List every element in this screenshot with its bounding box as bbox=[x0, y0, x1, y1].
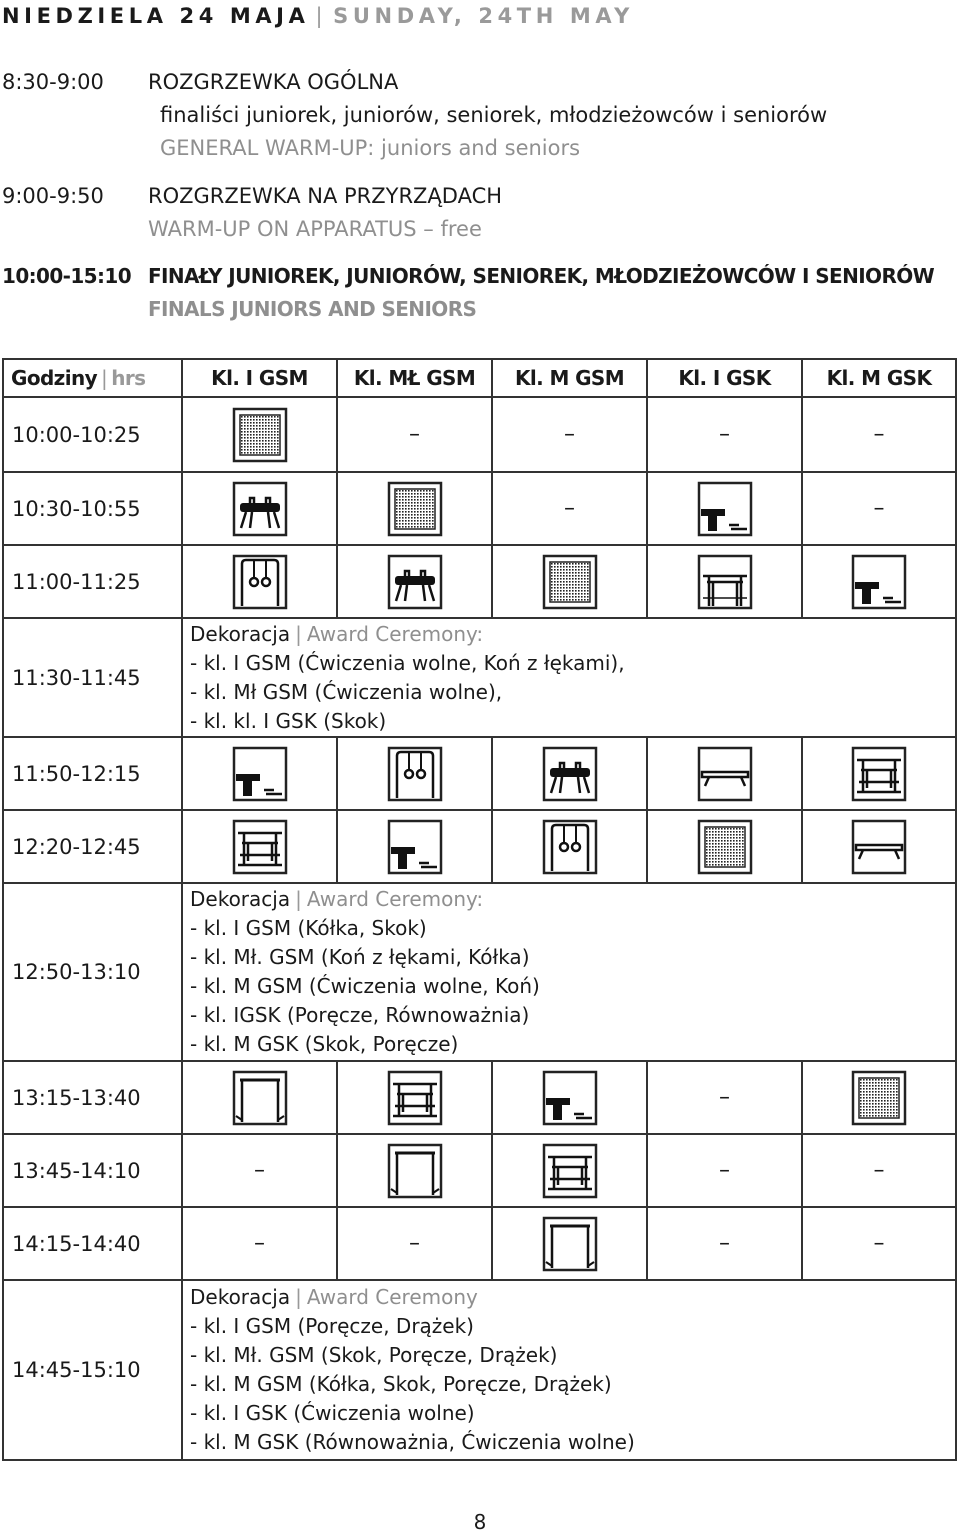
uneven-bars-icon bbox=[387, 1070, 443, 1126]
floor-icon bbox=[232, 407, 288, 463]
table-cell bbox=[802, 737, 956, 810]
table-cell bbox=[802, 397, 956, 472]
table-cell bbox=[337, 397, 492, 472]
table-cell bbox=[182, 1061, 337, 1134]
dash: – bbox=[409, 422, 420, 447]
table-cell bbox=[182, 1134, 337, 1207]
header-hrs: hrs bbox=[111, 366, 146, 390]
page-number: 8 bbox=[473, 1510, 487, 1533]
header-separator: | bbox=[101, 366, 108, 390]
schedule-title: ROZGRZEWKA NA PRZYRZĄDACH bbox=[148, 184, 503, 208]
table-row bbox=[3, 810, 956, 883]
row-time: 13:45-14:10 bbox=[3, 1134, 182, 1207]
award-ceremony-title bbox=[190, 1283, 955, 1312]
ceremony-line: - kl. Mł. GSM (Skok, Poręcze, Drążek) bbox=[190, 1343, 558, 1367]
ceremony-title-pl: Dekoracja bbox=[190, 887, 291, 911]
table-cell bbox=[647, 1207, 802, 1280]
table-cell bbox=[492, 1207, 647, 1280]
balance-beam-icon bbox=[697, 746, 753, 802]
ceremony-line: - kl. I GSK (Ćwiczenia wolne) bbox=[190, 1401, 475, 1425]
balance-beam-icon bbox=[851, 819, 907, 875]
dash: – bbox=[564, 496, 575, 521]
floor-icon bbox=[387, 481, 443, 537]
rings-icon bbox=[387, 746, 443, 802]
table-row bbox=[3, 1207, 956, 1280]
rings-icon bbox=[542, 819, 598, 875]
day-header-separator: | bbox=[315, 4, 328, 28]
schedule-table bbox=[2, 358, 957, 1461]
day-header-en: SUNDAY, 24TH MAY bbox=[333, 4, 634, 28]
table-cell bbox=[337, 545, 492, 618]
floor-icon bbox=[542, 554, 598, 610]
dash: – bbox=[719, 1231, 730, 1256]
table-row bbox=[3, 1134, 956, 1207]
award-ceremony bbox=[182, 1280, 956, 1460]
pommel-horse-icon bbox=[542, 746, 598, 802]
dash: – bbox=[564, 422, 575, 447]
dash: – bbox=[254, 1231, 265, 1256]
ceremony-title-sep: | bbox=[295, 887, 302, 911]
table-cell bbox=[337, 1134, 492, 1207]
dash: – bbox=[873, 1158, 885, 1183]
ceremony-line: - kl. Mł GSM (Ćwiczenia wolne), bbox=[190, 679, 503, 704]
ceremony-line: - kl. M GSM (Ćwiczenia wolne, Koń) bbox=[190, 974, 540, 998]
row-time: 14:45-15:10 bbox=[3, 1280, 182, 1460]
table-row bbox=[3, 397, 956, 472]
table-cell bbox=[647, 1061, 802, 1134]
schedule-english: FINALS JUNIORS AND SENIORS bbox=[148, 297, 477, 321]
schedule-time: 10:00-15:10 bbox=[2, 264, 132, 288]
table-cell bbox=[337, 1061, 492, 1134]
row-time: 11:50-12:15 bbox=[3, 737, 182, 810]
table-cell bbox=[492, 1134, 647, 1207]
rings-icon bbox=[232, 554, 288, 610]
ceremony-title-en: Award Ceremony: bbox=[306, 887, 484, 911]
table-row bbox=[3, 472, 956, 545]
table-cell bbox=[492, 397, 647, 472]
row-time: 11:30-11:45 bbox=[3, 618, 182, 737]
schedule-subtitle: finaliści juniorek, juniorów, seniorek, młodzieżowców i seniorów bbox=[160, 103, 828, 127]
table-cell bbox=[492, 810, 647, 883]
award-ceremony-title bbox=[190, 885, 955, 914]
floor-icon bbox=[697, 819, 753, 875]
vault-icon bbox=[232, 746, 288, 802]
vault-icon bbox=[542, 1070, 598, 1126]
table-cell bbox=[802, 1061, 956, 1134]
table-cell bbox=[647, 472, 802, 545]
table-cell bbox=[802, 1134, 956, 1207]
day-header-pl: NIEDZIELA 24 MAJA bbox=[2, 4, 310, 28]
row-time: 12:20-12:45 bbox=[3, 810, 182, 883]
table-cell bbox=[492, 472, 647, 545]
table-cell bbox=[182, 1207, 337, 1280]
table-cell bbox=[802, 810, 956, 883]
ceremony-title-sep: | bbox=[295, 1285, 302, 1309]
schedule-english: GENERAL WARM-UP: juniors and seniors bbox=[160, 136, 581, 160]
high-bar-icon bbox=[232, 1070, 288, 1126]
ceremony-line: - kl. M GSK (Skok, Poręcze) bbox=[190, 1032, 459, 1056]
row-time: 10:30-10:55 bbox=[3, 472, 182, 545]
dash: – bbox=[873, 422, 885, 447]
award-ceremony bbox=[182, 883, 956, 1061]
schedule-title: ROZGRZEWKA OGÓLNA bbox=[148, 70, 399, 94]
table-header-row bbox=[3, 359, 956, 397]
schedule-time: 8:30-9:00 bbox=[2, 70, 104, 94]
table-row bbox=[3, 545, 956, 618]
dash: – bbox=[409, 1231, 420, 1256]
table-cell bbox=[647, 810, 802, 883]
header-kl-i-gsk: Kl. I GSK bbox=[647, 359, 802, 397]
table-cell bbox=[492, 1061, 647, 1134]
uneven-bars-icon bbox=[542, 1143, 598, 1199]
ceremony-title-pl: Dekoracja bbox=[190, 621, 291, 646]
dash: – bbox=[254, 1158, 265, 1183]
schedule-english: WARM-UP ON APPARATUS – free bbox=[148, 217, 482, 241]
table-row bbox=[3, 883, 956, 1061]
uneven-bars-icon bbox=[232, 819, 288, 875]
ceremony-title-sep: | bbox=[295, 621, 302, 646]
ceremony-line: - kl. I GSM (Poręcze, Drążek) bbox=[190, 1314, 474, 1338]
ceremony-line: - kl. IGSK (Poręcze, Równoważnia) bbox=[190, 1003, 530, 1027]
ceremony-line: - kl. I GSM (Ćwiczenia wolne, Koń z łękami), bbox=[190, 650, 625, 675]
table-cell bbox=[182, 545, 337, 618]
table-row bbox=[3, 1280, 956, 1460]
header-kl-i-gsm: Kl. I GSM bbox=[182, 359, 337, 397]
award-ceremony bbox=[182, 618, 956, 737]
table-cell bbox=[492, 545, 647, 618]
dash: – bbox=[719, 1085, 730, 1110]
row-time: 12:50-13:10 bbox=[3, 883, 182, 1061]
award-ceremony-title bbox=[190, 620, 955, 649]
ceremony-line: - kl. M GSM (Kółka, Skok, Poręcze, Drążek) bbox=[190, 1372, 612, 1396]
ceremony-title-pl: Dekoracja bbox=[190, 1285, 291, 1309]
vault-icon bbox=[387, 819, 443, 875]
day-header bbox=[2, 4, 634, 28]
row-time: 11:00-11:25 bbox=[3, 545, 182, 618]
table-cell bbox=[802, 1207, 956, 1280]
table-cell bbox=[337, 1207, 492, 1280]
header-kl-m-gsm: Kl. M GSM bbox=[492, 359, 647, 397]
pommel-horse-icon bbox=[232, 481, 288, 537]
ceremony-line: - kl. M GSK (Równoważnia, Ćwiczenia wolne) bbox=[190, 1430, 635, 1454]
row-time: 10:00-10:25 bbox=[3, 397, 182, 472]
table-cell bbox=[647, 1134, 802, 1207]
table-cell bbox=[337, 472, 492, 545]
uneven-bars-icon bbox=[851, 746, 907, 802]
header-godziny: Godziny bbox=[11, 366, 98, 390]
schedule-title: FINAŁY JUNIOREK, JUNIORÓW, SENIOREK, MŁODZIEŻOWCÓW I SENIORÓW bbox=[148, 264, 935, 288]
dash: – bbox=[719, 1158, 730, 1183]
table-cell bbox=[182, 810, 337, 883]
table-cell bbox=[647, 545, 802, 618]
table-cell bbox=[182, 472, 337, 545]
vault-icon bbox=[851, 554, 907, 610]
ceremony-line: - kl. kl. I GSK (Skok) bbox=[190, 708, 387, 733]
pommel-horse-icon bbox=[387, 554, 443, 610]
table-row bbox=[3, 618, 956, 737]
header-kl-m-gsk: Kl. M GSK bbox=[802, 359, 956, 397]
ceremony-line: - kl. Mł. GSM (Koń z łękami, Kółka) bbox=[190, 945, 530, 969]
ceremony-title-en: Award Ceremony bbox=[306, 1285, 478, 1309]
high-bar-icon bbox=[542, 1216, 598, 1272]
table-cell bbox=[182, 397, 337, 472]
header-kl-ml-gsm: Kl. MŁ GSM bbox=[337, 359, 492, 397]
table-cell bbox=[647, 737, 802, 810]
ceremony-title-en: Award Ceremony: bbox=[306, 621, 484, 646]
ceremony-line: - kl. I GSM (Kółka, Skok) bbox=[190, 916, 427, 940]
dash: – bbox=[719, 422, 730, 447]
schedule-time: 9:00-9:50 bbox=[2, 184, 104, 208]
table-row bbox=[3, 737, 956, 810]
high-bar-icon bbox=[387, 1143, 443, 1199]
dash: – bbox=[873, 1231, 885, 1256]
table-cell bbox=[802, 545, 956, 618]
row-time: 13:15-13:40 bbox=[3, 1061, 182, 1134]
vault-icon bbox=[697, 481, 753, 537]
parallel-bars-icon bbox=[697, 554, 753, 610]
table-row bbox=[3, 1061, 956, 1134]
table-cell bbox=[182, 737, 337, 810]
row-time: 14:15-14:40 bbox=[3, 1207, 182, 1280]
table-cell bbox=[647, 397, 802, 472]
dash: – bbox=[873, 496, 885, 521]
table-cell bbox=[492, 737, 647, 810]
header-hours bbox=[3, 359, 182, 397]
table-cell bbox=[337, 737, 492, 810]
table-cell bbox=[337, 810, 492, 883]
floor-icon bbox=[851, 1070, 907, 1126]
table-cell bbox=[802, 472, 956, 545]
